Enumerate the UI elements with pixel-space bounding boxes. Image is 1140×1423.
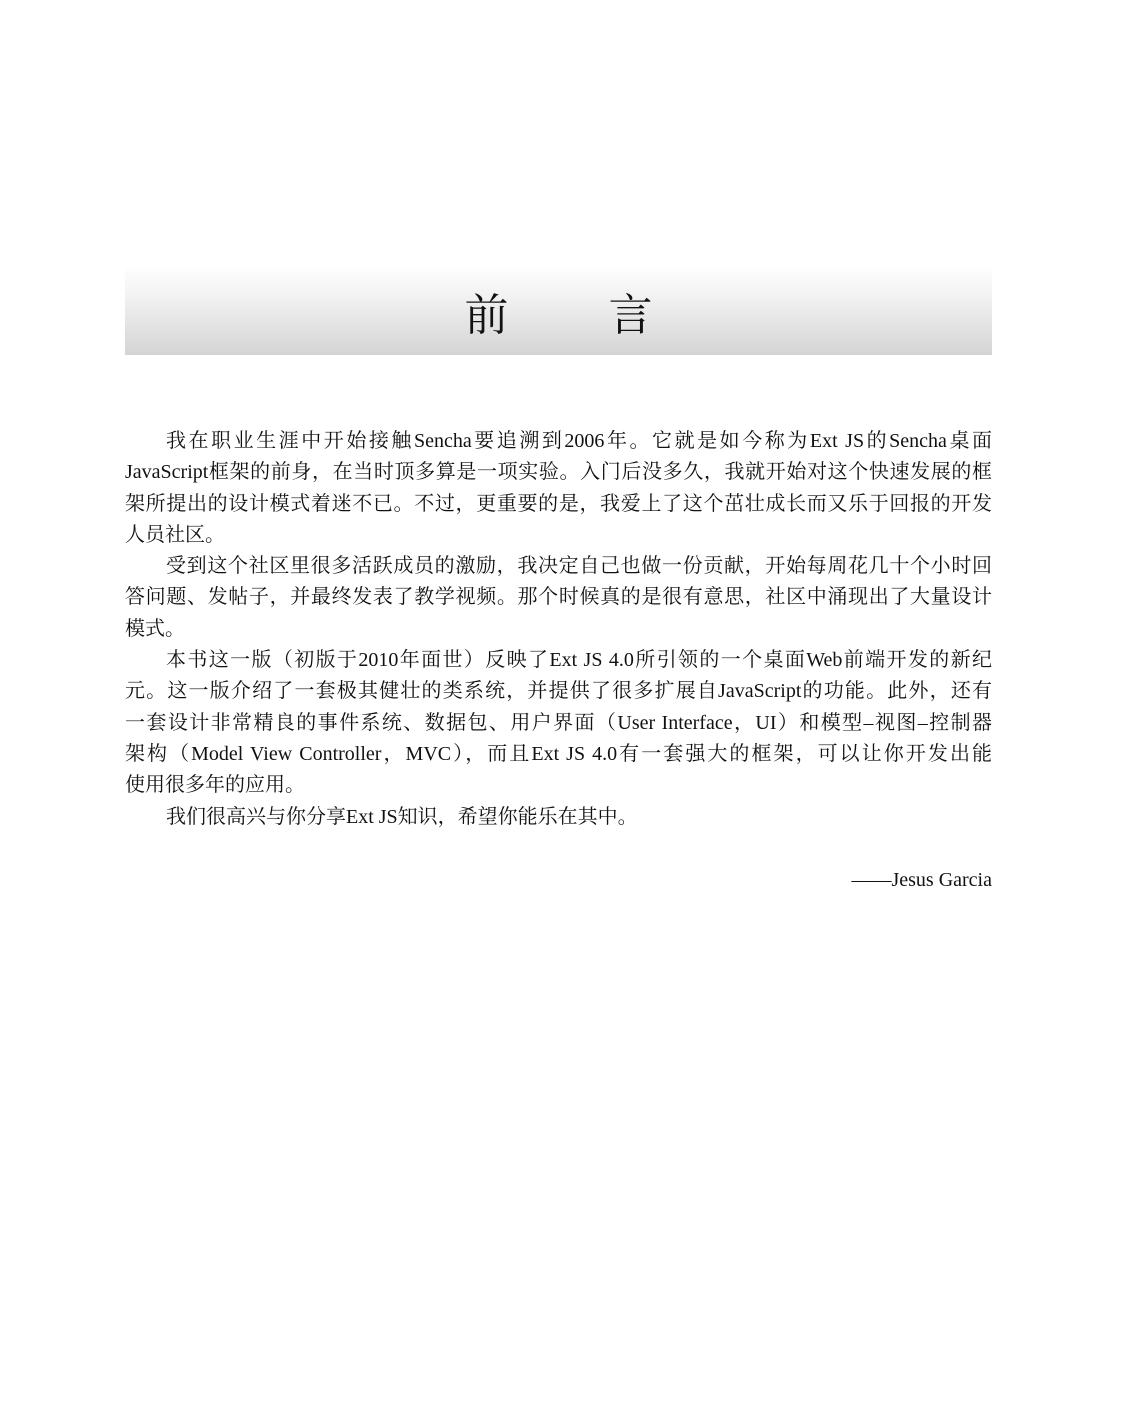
preface-body — [125, 426, 992, 833]
paragraph — [125, 645, 992, 801]
text-line: 我们很高兴与你分享Ext JS知识，希望你能乐在其中。 — [166, 805, 638, 828]
signature: ——Jesus Garcia — [851, 869, 992, 891]
text-line: 本书这一版（初版于2010年面世）反映了Ext JS 4.0所引领的一个桌面Web前端开发的新纪 — [166, 649, 992, 672]
text-line: JavaScript框架的前身，在当时顶多算是一项实验。入门后没多久，我就开始对这个快速发展的框 — [125, 461, 992, 484]
text-line: 答问题、发帖子，并最终发表了教学视频。那个时候真的是很有意思，社区中涌现出了大量设计 — [125, 586, 992, 609]
paragraph — [125, 551, 992, 645]
page-title — [125, 291, 992, 341]
text-line: 一套设计非常精良的事件系统、数据包、用户界面（User Interface，UI）和模型–视图–控制器 — [125, 711, 992, 734]
paragraph — [125, 426, 992, 551]
page-title-char: 言 — [608, 291, 653, 340]
page-title-char: 前 — [464, 291, 509, 340]
title-band — [125, 265, 992, 355]
text-line: 架所提出的设计模式着迷不已。不过，更重要的是，我爱上了这个茁壮成长而又乐于回报的开发 — [125, 492, 992, 515]
text-line: 使用很多年的应用。 — [125, 774, 305, 797]
text-line: 元。这一版介绍了一套极其健壮的类系统，并提供了很多扩展自JavaScript的功能。此外，还有 — [125, 680, 992, 703]
text-line: 人员社区。 — [125, 523, 225, 546]
text-line: 架构（Model View Controller，MVC），而且Ext JS 4.0有一套强大的框架，可以让你开发出能 — [125, 742, 992, 765]
paragraph — [125, 802, 992, 833]
text-line: 受到这个社区里很多活跃成员的激励，我决定自己也做一份贡献，开始每周花几十个小时回 — [166, 555, 992, 578]
text-line: 模式。 — [125, 617, 185, 640]
text-line: 我在职业生涯中开始接触Sencha要追溯到2006年。它就是如今称为Ext JS的Sencha桌面 — [166, 430, 992, 452]
